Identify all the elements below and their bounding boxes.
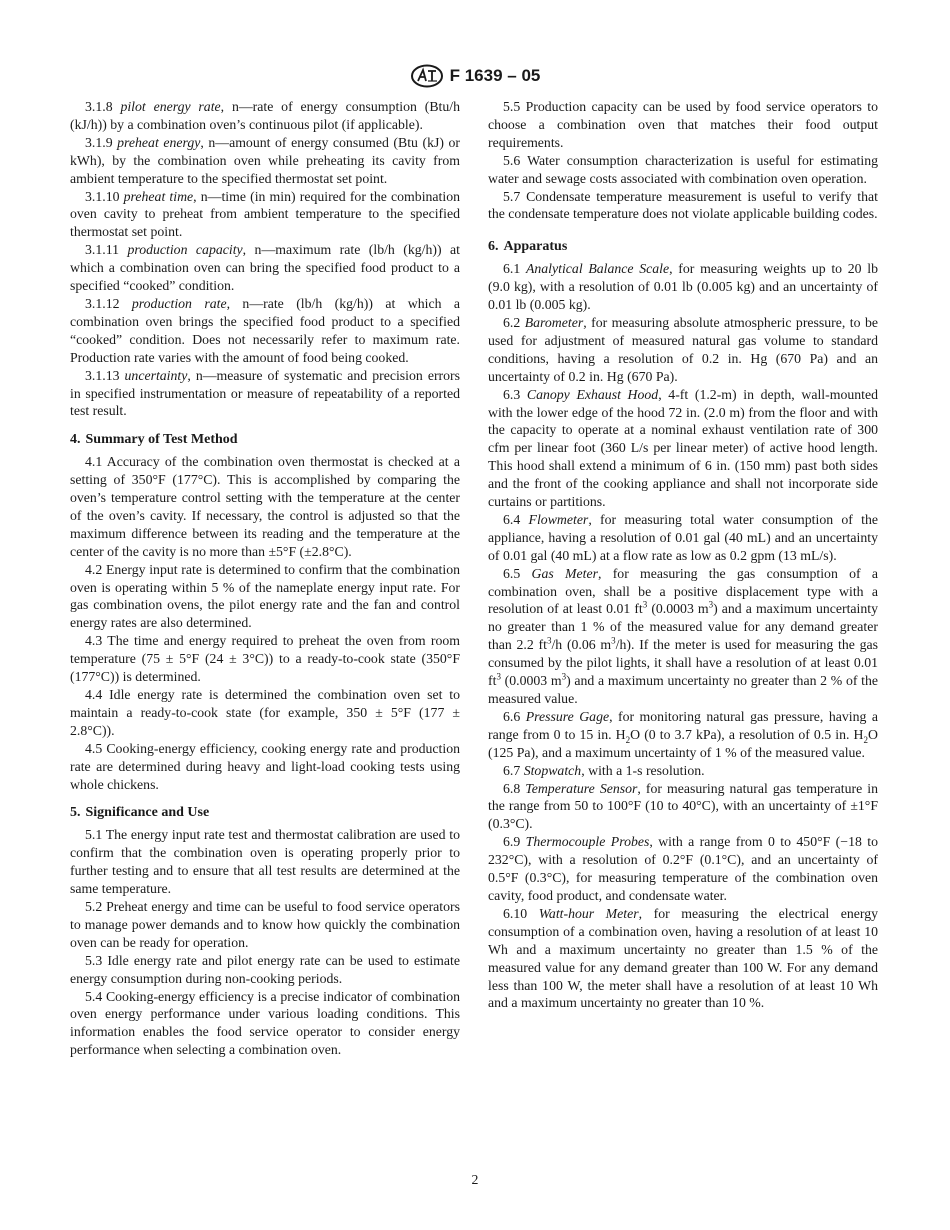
definition-3-1-13: 3.1.13 uncertainty, n—measure of systematic and precision errors in specified instrumentation or measure of repeatability of a reported test result.	[70, 367, 460, 419]
paragraph-5-2: 5.2 Preheat energy and time can be useful to food service operators to manage power demands and to know how quickly the combination oven can be ready for operation.	[70, 898, 460, 950]
definition-3-1-9: 3.1.9 preheat energy, n—amount of energy consumed (Btu (kJ) or kWh), by the combination oven while preheating its cavity from ambient temperature to the specified thermostat set point.	[70, 134, 461, 186]
apparatus-6-1: 6.1 Analytical Balance Scale, for measuring weights up to 20 lb (9.0 kg), with a resolution of 0.01 lb (0.005 kg) and an uncertainty of 0.01 lb (0.005 kg).	[488, 261, 878, 313]
paragraph-5-1: 5.1 The energy input rate test and thermostat calibration are used to confirm that the combination oven is operating properly prior to further testing and to ensure that all test results are determined at the same temperature.	[70, 827, 460, 897]
definition-3-1-11: 3.1.11 production capacity, n—maximum rate (lb/h (kg/h)) at which a combination oven can bring the specified food product to a specified “cooked” condition.	[70, 242, 460, 294]
apparatus-6-4: 6.4 Flowmeter, for measuring total water consumption of the appliance, having a resolution of 0.01 gal (40 mL) and an uncertainty of 0.01 gal (40 mL) at a flow rate as low as 0.2 gpm (13 mL/s).	[488, 511, 878, 563]
section-heading-5: 5. Significance and Use	[70, 805, 210, 821]
page-number: 2	[471, 1172, 479, 1187]
paragraph-4-2: 4.2 Energy input rate is determined to confirm that the combination oven is operating within 5 % of the nameplate energy input rate. For gas combination ovens, the pilot energy rate and the fan and control energy rates are also determined.	[70, 561, 460, 631]
paragraph-5-5: 5.5 Production capacity can be used by food service operators to choose a combination oven that matches their food output requirements.	[488, 99, 878, 150]
paragraph-4-4: 4.4 Idle energy rate is determined the combination oven set to maintain a ready-to-cook state (for example, 350 ± 5°F (177 ± 2.8°C)).	[70, 687, 460, 738]
section-heading-6: 6. Apparatus	[488, 239, 568, 255]
astm-logo-icon	[410, 64, 444, 88]
apparatus-6-6: 6.6 Pressure Gage, for monitoring natural gas pressure, having a range from 0 to 15 in. $H_2O$ (0 to 3.7 kPa), a resolution of 0.5 in. $H_2O$ (125 Pa), and a maximum uncertainty of 1 % of the measured value.	[488, 708, 878, 760]
apparatus-6-3: 6.3 Canopy Exhaust Hood, 4-ft (1.2-m) in depth, wall-mounted with the lower edge of the hood 72 in. (2.0 m) from the floor and with the capacity to operate at a nominal exhaust ventilation rate of 300 cfm per linear foot (360 L/s per linear meter) of active hood length. This hood shall extend a minimum of 6 in. (150 mm) past both sides and the front of the cooking appliance and shall not incorporate side curtains or partitions.	[488, 386, 878, 510]
apparatus-6-5: 6.5 Gas Meter, for measuring the gas consumption of a combination oven, shall be a positive displacement type with a resolution of at least 0.01 $ft^3$ (0.0003 $m^3$) and a maximum uncertainty no greater than 1 % of the measured value for any demand greater than 2.2 $ft^3/h$ (0.06 $m^3/h$). If the meter is used for measuring the gas consumed by the pilot lights, it shall have a resolution of at least 0.01 $ft^3$ (0.0003 $m^3$) and a maximum uncertainty no greater than 2 % of the measured value.	[488, 565, 879, 706]
paragraph-5-6: 5.6 Water consumption characterization is useful for estimating water and sewage costs associated with combination oven operation.	[488, 152, 878, 186]
apparatus-6-8: 6.8 Temperature Sensor, for measuring natural gas temperature in the range from 50 to 100°F (10 to 40°C), with an uncertainty of ±1°F (0.3°C).	[488, 780, 878, 832]
apparatus-6-2: 6.2 Barometer, for measuring absolute atmospheric pressure, to be used for adjustment of measured natural gas volume to standard conditions, having a resolution of 0.2 in. Hg (670 Pa) and an uncertainty of 0.2 in. Hg (670 Pa).	[488, 314, 879, 384]
paragraph-4-1: 4.1 Accuracy of the combination oven thermostat is checked at a setting of 350°F (177°C). This is accomplished by comparing the oven’s temperature control setting with the temperature at the center of the oven’s cavity. If necessary, the control is adjusted so that the maximum difference between its reading and the temperature at the center of the cavity is no more than ±5°F (±2.8°C).	[70, 454, 460, 559]
apparatus-6-9: 6.9 Thermocouple Probes, with a range from 0 to 450°F (−18 to 232°C), with a resolution of 0.2°F (0.1°C), and an uncertainty of 0.5°F (0.3°C), for measuring temperature of the combination oven cavity, food product, and condensate water.	[488, 834, 878, 903]
definition-3-1-12: 3.1.12 production rate, n—rate (lb/h (kg/h)) at which a combination oven brings the specified food product to a specified “cooked” condition. Does not necessarily refer to maximum rate. Production rate varies with the amount of food being cooked.	[70, 295, 460, 365]
definition-3-1-10: 3.1.10 preheat time, n—time (in min) required for the combination oven cavity to preheat from ambient temperature to the specified thermostat set point.	[70, 188, 461, 240]
page-header	[0, 62, 950, 90]
left-column	[70, 98, 460, 1059]
definition-3-1-8: 3.1.8 pilot energy rate, n—rate of energy consumption (Btu/h (kJ/h)) by a combination oven’s continuous pilot (if applicable).	[70, 99, 461, 132]
apparatus-6-10: 6.10 Watt-hour Meter, for measuring the electrical energy consumption of a combination oven, having a resolution of at least 10 Wh and a maximum uncertainty no greater than 1.5 % of the measured value for any demand greater than 100 W. For any demand less than 100 W, the meter shall have a resolution of at least 10 Wh and a maximum uncertainty no greater than 10 %.	[488, 905, 879, 1011]
section-heading-4: 4. Summary of Test Method	[70, 432, 238, 448]
apparatus-6-7: 6.7 Stopwatch, with a 1-s resolution.	[503, 762, 705, 778]
document-designation: F 1639 – 05	[449, 66, 541, 85]
paragraph-5-3: 5.3 Idle energy rate and pilot energy rate can be used to estimate energy consumption during non-cooking periods.	[70, 952, 460, 986]
paragraph-4-3: 4.3 The time and energy required to preheat the oven from room temperature (75 ± 5°F (24 ± 3°C)) to a ready-to-cook state (350°F (177°C)) is determined.	[70, 633, 460, 685]
paragraph-5-7: 5.7 Condensate temperature measurement is useful to verify that the condensate temperature does not violate applicable building codes.	[488, 188, 878, 222]
right-column	[488, 98, 878, 1012]
paragraph-5-4: 5.4 Cooking-energy efficiency is a precise indicator of combination oven energy performance under various loading conditions. This information enables the food service operator to consider energy performance when selecting a combination oven.	[70, 988, 460, 1058]
paragraph-4-5: 4.5 Cooking-energy efficiency, cooking energy rate and production rate are determined during heavy and light-load cooking tests using whole chickens.	[70, 740, 460, 792]
